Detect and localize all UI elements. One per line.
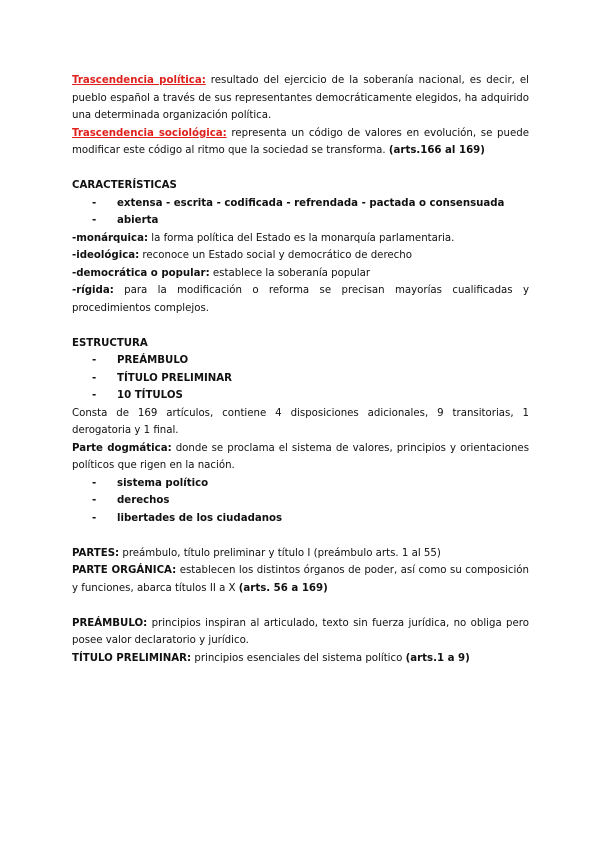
dogmatica-paragraph: Parte dogmática: donde se proclama el sistema de valores, principios y orientaciones políticos que rigen en la nación. — [72, 442, 530, 471]
estructura-list — [72, 352, 529, 405]
titulo-preliminar-line: TÍTULO PRELIMINAR: principios esenciales del sistema político (arts.1 a 9) — [72, 652, 470, 664]
trascendencia-politica-text: resultado del ejercicio de la soberanía nacional, es decir, el pueblo español a través de sus representantes democráticamente elegidos, ha adquirido una determinada organización política. — [72, 75, 529, 121]
preambulo-paragraph: PREÁMBULO: principios inspiran al articulado, texto sin fuerza jurídica, no obliga pero posee valor declaratorio y jurídico. — [72, 617, 529, 646]
rigida-paragraph: -rígida: para la modificación o reforma se precisan mayorías cualificadas y procedimientos complejos. — [72, 285, 529, 314]
trascendencia-sociologica-paragraph — [72, 125, 529, 160]
list-item: - sistema político — [92, 477, 209, 489]
list-item: - PREÁMBULO — [92, 355, 189, 366]
list-item: - TÍTULO PRELIMINAR — [92, 372, 233, 384]
caracteristicas-list — [72, 195, 529, 230]
partes-line: PARTES: preámbulo, título preliminar y título I (preámbulo arts. 1 al 55) — [72, 547, 441, 559]
ideologica-line: -ideológica: reconoce un Estado social y democrático de derecho — [72, 250, 412, 261]
list-item: - derechos — [92, 495, 170, 506]
trascendencia-sociologica-label: Trascendencia sociológica: — [72, 127, 227, 139]
trascendencia-sociologica-text: representa un código de valores en evolución, se puede modificar este código al ritmo que la sociedad se transforma. — [72, 127, 529, 156]
consta-paragraph: Consta de 169 artículos, contiene 4 disposiciones adicionales, 9 transitorias, 1 derogatoria y 1 final. — [72, 407, 529, 436]
list-item: - extensa - escrita - codificada - refrendada - pactada o consensuada — [92, 197, 505, 209]
dogmatica-list — [72, 475, 529, 528]
trascendencia-politica-label: Trascendencia política: — [72, 75, 206, 86]
estructura-heading: ESTRUCTURA — [72, 337, 148, 349]
monarquica-line: -monárquica: la forma política del Estado es la monarquía parlamentaria. — [72, 232, 455, 244]
document-page — [72, 72, 529, 667]
list-item: - 10 TÍTULOS — [92, 390, 183, 401]
list-item: - libertades de los ciudadanos — [92, 512, 283, 524]
list-item: - abierta — [92, 215, 159, 226]
caracteristicas-heading: CARACTERÍSTICAS — [72, 180, 177, 191]
trascendencia-politica-paragraph — [72, 72, 529, 125]
parte-organica-paragraph: PARTE ORGÁNICA: establecen los distintos órganos de poder, así como su composición y funciones, abarca títulos II a X (arts. 56 a 169) — [72, 565, 529, 594]
democratica-line: -democrática o popular: establece la soberanía popular — [72, 267, 371, 279]
trascendencia-sociologica-ref: (arts.166 al 169) — [388, 145, 485, 156]
